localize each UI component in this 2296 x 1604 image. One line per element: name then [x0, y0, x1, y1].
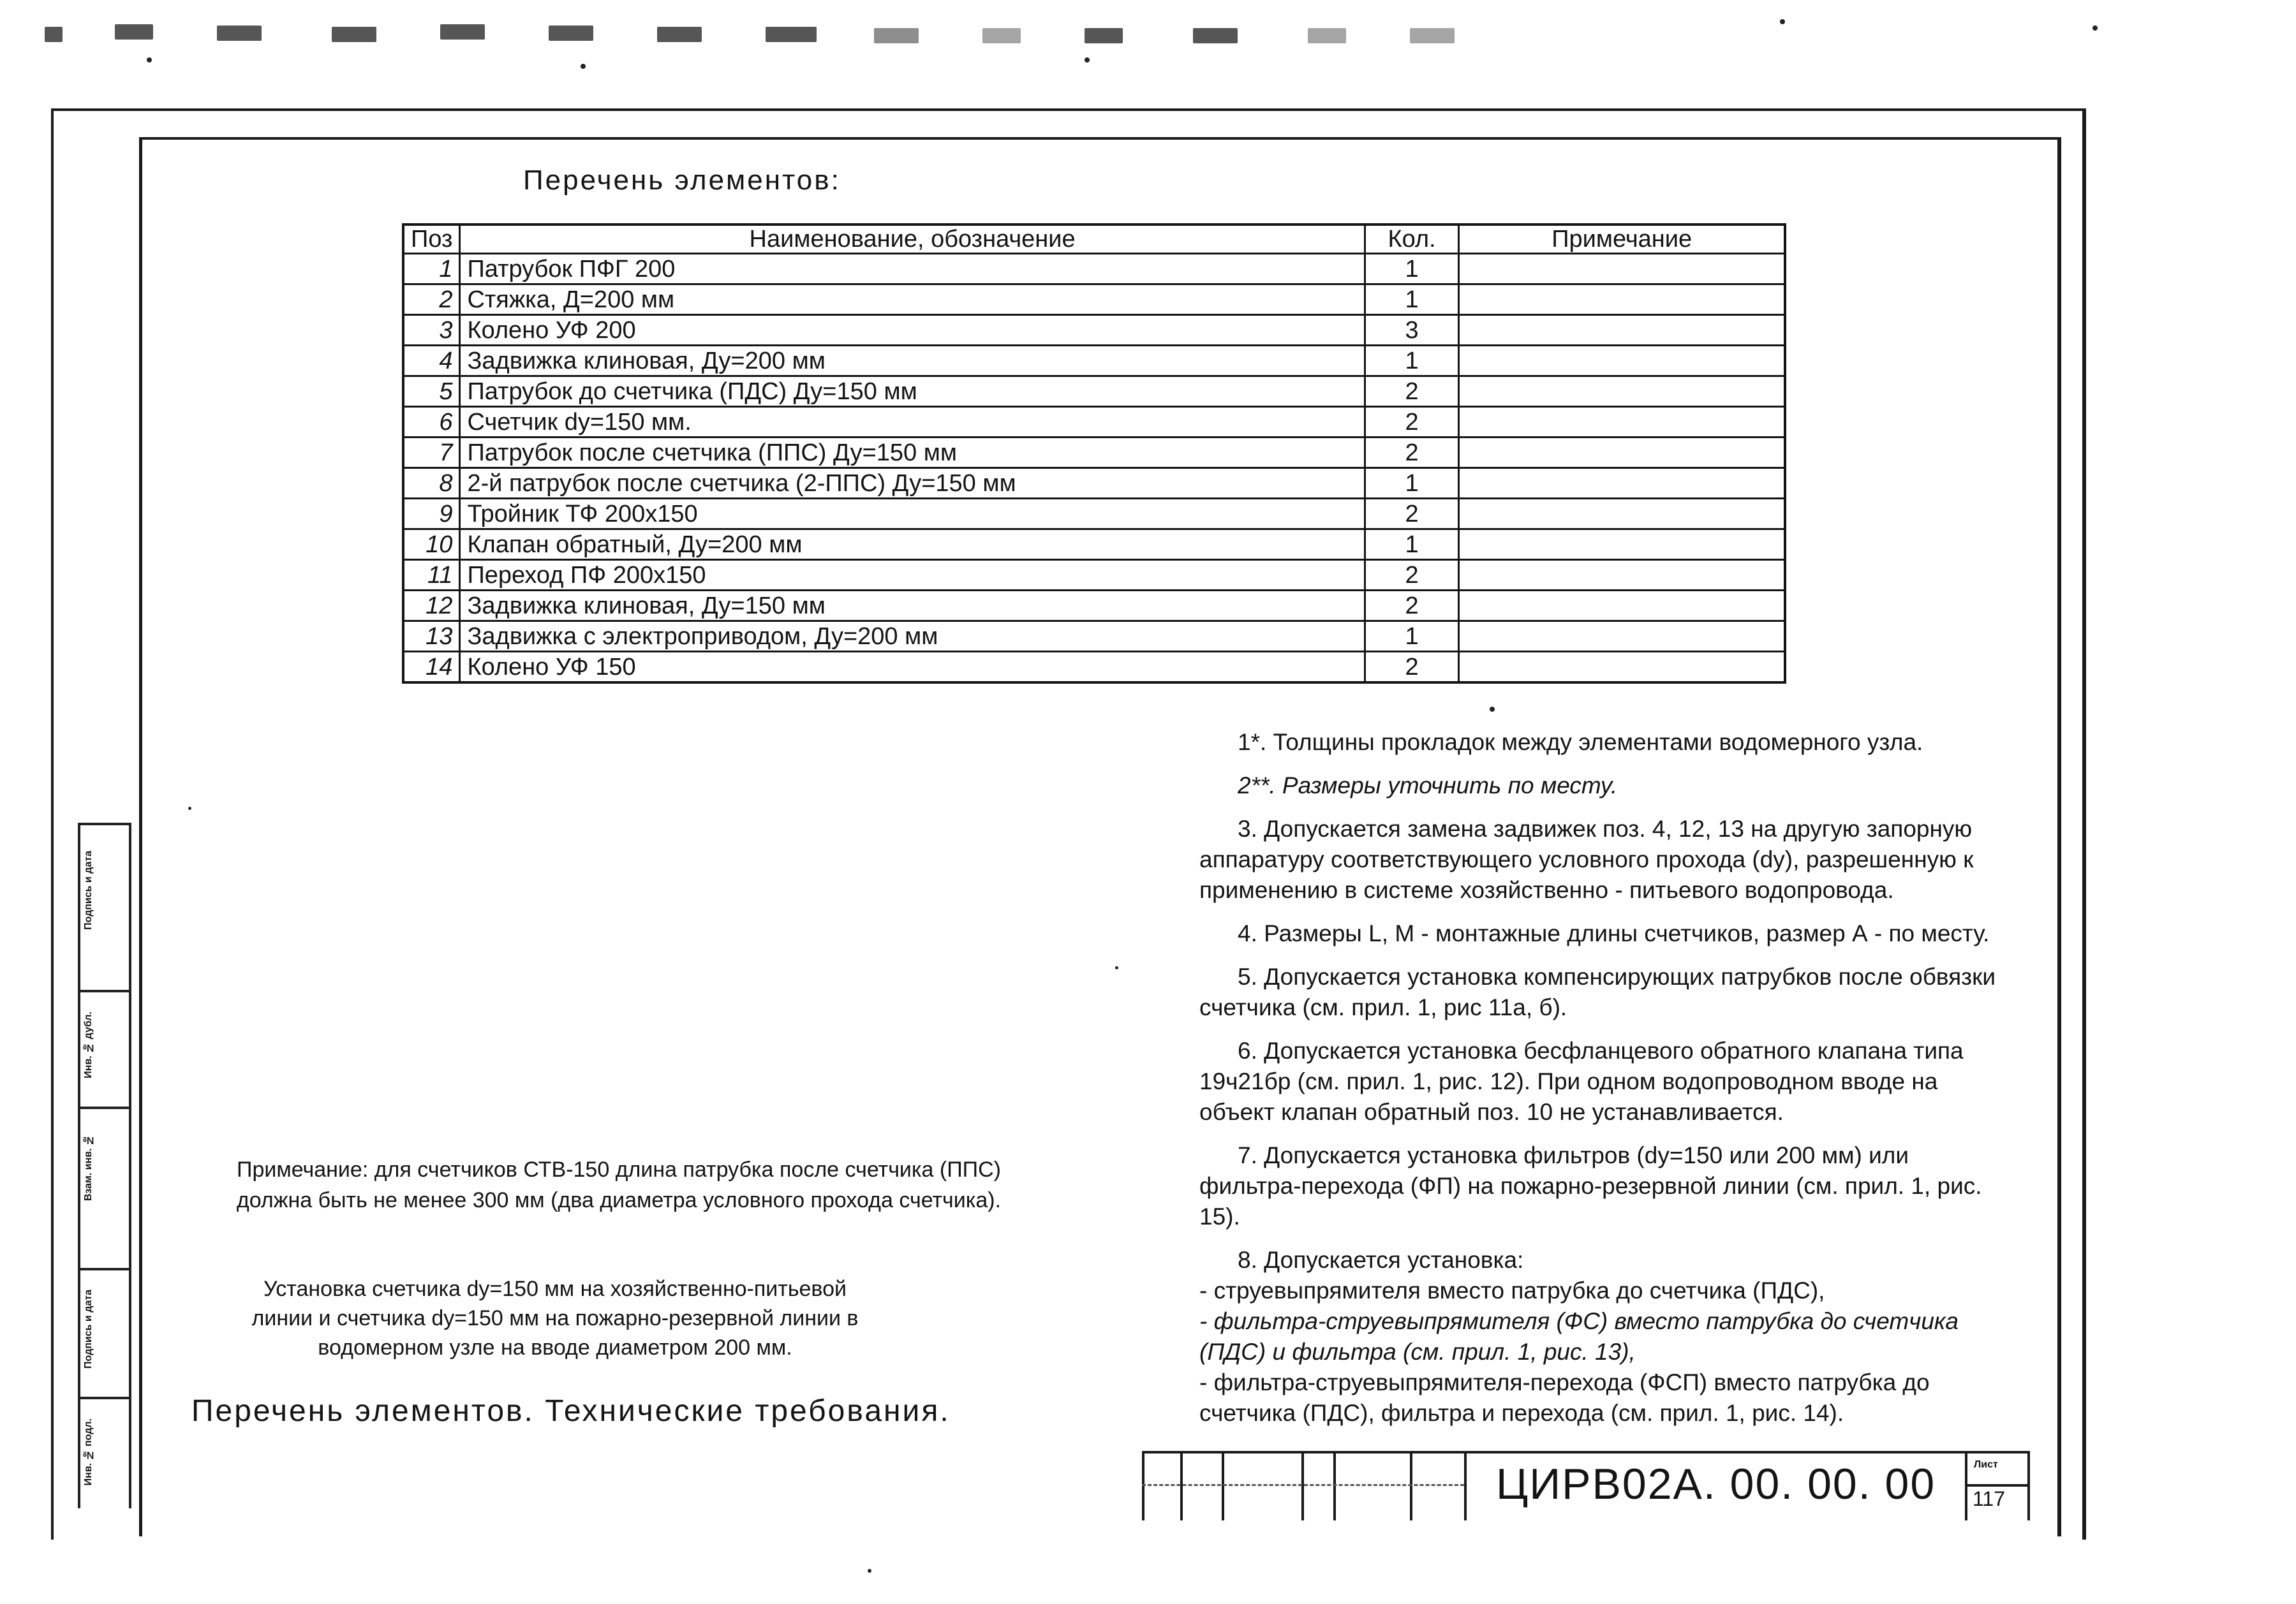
- table-row: [403, 499, 1785, 529]
- row-name: Тройник ТФ 200х150: [460, 499, 1365, 529]
- row-name: Задвижка клиновая, Ду=150 мм: [460, 591, 1365, 621]
- note-8-item: - струевыпрямителя вместо патрубка до счетчика (ПДС),: [1199, 1277, 1825, 1304]
- binding-strip: [78, 823, 131, 1508]
- row-name: Патрубок до счетчика (ПДС) Ду=150 мм: [460, 376, 1365, 407]
- row-pos: 4: [403, 346, 460, 376]
- stamp-divider: [1464, 1453, 1467, 1520]
- stamp-divider: [1222, 1453, 1224, 1520]
- remark-line: должна быть не менее 300 мм (два диаметра условного прохода счетчика).: [236, 1188, 1002, 1212]
- scan-speck: [1115, 966, 1118, 969]
- row-note: [1459, 315, 1785, 346]
- row-pos: 9: [403, 499, 460, 529]
- row-pos: 13: [403, 621, 460, 652]
- binding-label: Подпись и дата: [83, 1290, 94, 1369]
- row-name: 2-й патрубок после счетчика (2-ППС) Ду=150 мм: [460, 468, 1365, 499]
- row-name: Переход ПФ 200х150: [460, 560, 1365, 591]
- row-qty: 1: [1365, 254, 1459, 284]
- row-qty: 1: [1365, 621, 1459, 652]
- row-name: Счетчик dy=150 мм.: [460, 407, 1365, 438]
- row-name: Колено УФ 150: [460, 652, 1365, 683]
- row-pos: 10: [403, 529, 460, 560]
- scan-speck: [188, 807, 191, 810]
- binding-label: Инв. № подл.: [83, 1418, 94, 1486]
- row-qty: 1: [1365, 284, 1459, 315]
- stamp-row-line: [1142, 1484, 1464, 1486]
- row-note: [1459, 376, 1785, 407]
- sheet-number: 117: [1973, 1487, 2006, 1510]
- note-8: 8. Допускается установка:: [1238, 1247, 1524, 1273]
- row-name: Стяжка, Д=200 мм: [460, 284, 1365, 315]
- note-4: 4. Размеры L, М - монтажные длины счетчиков, размер А - по месту.: [1238, 920, 1990, 946]
- table-row: [403, 346, 1785, 376]
- header-qty: Кол.: [1365, 224, 1459, 254]
- note-5: 5. Допускается установка компенсирующих патрубков после обвязки счетчика (см. прил. 1, рис 11а, б).: [1199, 964, 1996, 1020]
- scan-speck: [868, 1569, 871, 1573]
- header-pos: Поз: [403, 224, 460, 254]
- binding-label: Подпись и дата: [83, 851, 94, 930]
- table-row: [403, 621, 1785, 652]
- table-row: [403, 254, 1785, 284]
- installation-line: водомерном узле на вводе диаметром 200 мм.: [318, 1335, 792, 1360]
- note-8-item: - фильтра-струевыпрямителя (ФС) вместо патрубка до счетчика (ПДС) и фильтра (см. прил. 1, рис. 13),: [1199, 1308, 1959, 1365]
- list-title: Перечень элементов:: [523, 165, 841, 196]
- row-pos: 6: [403, 407, 460, 438]
- row-pos: 1: [403, 254, 460, 284]
- row-note: [1459, 621, 1785, 652]
- table-row: [403, 468, 1785, 499]
- table-row: [403, 560, 1785, 591]
- row-qty: 2: [1365, 438, 1459, 468]
- remark-block: [172, 1154, 1065, 1216]
- scan-speck: [1490, 707, 1495, 712]
- row-name: Колено УФ 200: [460, 315, 1365, 346]
- header-name: Наименование, обозначение: [460, 224, 1365, 254]
- installation-line: линии и счетчика dy=150 мм на пожарно-резервной линии в: [251, 1306, 859, 1330]
- row-qty: 1: [1365, 468, 1459, 499]
- table-row: [403, 591, 1785, 621]
- sheet-label: Лист: [1974, 1459, 1998, 1470]
- row-note: [1459, 652, 1785, 683]
- row-qty: 2: [1365, 407, 1459, 438]
- row-qty: 1: [1365, 529, 1459, 560]
- stamp-row-line: [1965, 1484, 2027, 1487]
- row-name: Патрубок ПФГ 200: [460, 254, 1365, 284]
- table-row: [403, 284, 1785, 315]
- row-qty: 1: [1365, 346, 1459, 376]
- table-row: [403, 529, 1785, 560]
- table-row: [403, 407, 1785, 438]
- table-row: [403, 438, 1785, 468]
- note-6: 6. Допускается установка бесфланцевого обратного клапана типа 19ч21бр (см. прил. 1, рис. 12). При одном водопроводном вводе на объект клапан обратный поз. 10 не устанавливается.: [1199, 1038, 1964, 1125]
- note-3: 3. Допускается замена задвижек поз. 4, 12, 13 на другую запорную аппаратуру соответствующего условного прохода (dy), разрешенную к применению в системе хозяйственно - питьевого водопровода.: [1199, 816, 1974, 903]
- scan-noise-strip: [26, 13, 2131, 89]
- sheet-subtitle: Перечень элементов. Технические требования.: [191, 1394, 951, 1428]
- note-7: 7. Допускается установка фильтров (dy=150 или 200 мм) или фильтра-перехода (ФП) на пожарно-резервной линии (см. прил. 1, рис. 15).: [1199, 1142, 1982, 1230]
- row-pos: 14: [403, 652, 460, 683]
- stamp-divider: [1180, 1453, 1183, 1520]
- row-pos: 8: [403, 468, 460, 499]
- row-qty: 3: [1365, 315, 1459, 346]
- table-row: [403, 315, 1785, 346]
- stamp-divider: [1965, 1453, 1967, 1520]
- row-name: Клапан обратный, Ду=200 мм: [460, 529, 1365, 560]
- note-1: 1*. Толщины прокладок между элементами водомерного узла.: [1238, 729, 1923, 755]
- note-8-item: - фильтра-струевыпрямителя-перехода (ФСП) вместо патрубка до счетчика (ПДС), фильтра и перехода (см. прил. 1, рис. 14).: [1199, 1369, 1930, 1426]
- row-note: [1459, 468, 1785, 499]
- row-qty: 2: [1365, 560, 1459, 591]
- row-note: [1459, 529, 1785, 560]
- row-note: [1459, 499, 1785, 529]
- row-note: [1459, 346, 1785, 376]
- installation-block: [185, 1274, 925, 1362]
- binding-label: Инв. № дубл.: [83, 1012, 94, 1078]
- row-name: Патрубок после счетчика (ППС) Ду=150 мм: [460, 438, 1365, 468]
- installation-line: Установка счетчика dy=150 мм на хозяйственно-питьевой: [263, 1277, 847, 1301]
- header-note: Примечание: [1459, 224, 1785, 254]
- remark-line: Примечание: для счетчиков СТВ-150 длина патрубка после счетчика (ППС): [237, 1158, 1001, 1182]
- row-pos: 11: [403, 560, 460, 591]
- row-pos: 5: [403, 376, 460, 407]
- row-note: [1459, 560, 1785, 591]
- row-note: [1459, 254, 1785, 284]
- row-note: [1459, 591, 1785, 621]
- row-pos: 7: [403, 438, 460, 468]
- row-name: Задвижка клиновая, Ду=200 мм: [460, 346, 1365, 376]
- stamp-divider: [1410, 1453, 1412, 1520]
- row-qty: 2: [1365, 591, 1459, 621]
- row-qty: 2: [1365, 499, 1459, 529]
- stamp-divider: [1142, 1453, 1144, 1520]
- stamp-divider: [1333, 1453, 1336, 1520]
- row-note: [1459, 407, 1785, 438]
- table-row: [403, 376, 1785, 407]
- document-code: ЦИРВ02А. 00. 00. 00: [1496, 1460, 1936, 1508]
- row-pos: 12: [403, 591, 460, 621]
- row-note: [1459, 284, 1785, 315]
- table-header-row: [403, 224, 1785, 254]
- elements-table: [402, 223, 1786, 684]
- row-pos: 2: [403, 284, 460, 315]
- row-qty: 2: [1365, 376, 1459, 407]
- row-name: Задвижка с электроприводом, Ду=200 мм: [460, 621, 1365, 652]
- technical-notes: [1199, 727, 2010, 1429]
- binding-label: Взам. инв. №: [83, 1135, 94, 1202]
- note-2: 2**. Размеры уточнить по месту.: [1238, 772, 1618, 798]
- stamp-divider: [1301, 1453, 1304, 1520]
- row-note: [1459, 438, 1785, 468]
- row-pos: 3: [403, 315, 460, 346]
- row-qty: 2: [1365, 652, 1459, 683]
- table-row: [403, 652, 1785, 683]
